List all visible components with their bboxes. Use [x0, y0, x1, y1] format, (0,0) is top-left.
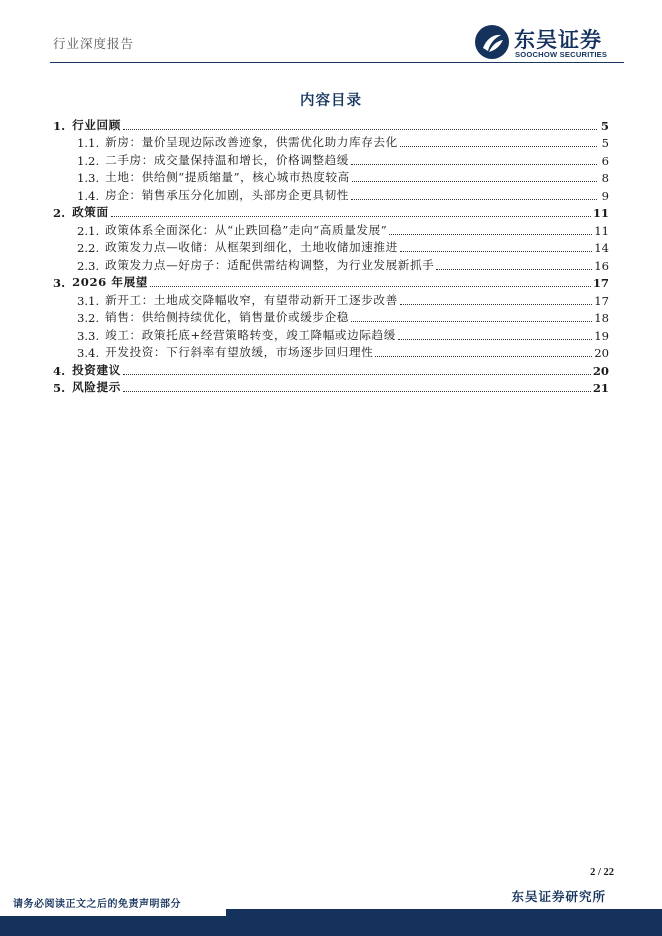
toc-entry-page[interactable]: 14 [594, 241, 609, 255]
table-of-contents [53, 115, 609, 395]
toc-entry-page[interactable]: 17 [594, 293, 609, 308]
toc-entry-number: 1.3. [77, 171, 100, 185]
toc-leader-dots [351, 164, 597, 165]
toc-entry[interactable] [53, 343, 609, 361]
toc-entry-number: 4. [53, 363, 66, 378]
toc-entry[interactable] [53, 378, 609, 396]
disclaimer-notice: 请务必阅读正文之后的免责声明部分 [0, 893, 226, 916]
report-category: 行业深度报告 [53, 36, 135, 51]
toc-leader-dots [111, 216, 591, 217]
soochow-logo-icon [474, 24, 510, 60]
toc-entry-label[interactable]: 开发投资：下行斜率有望放缓，市场逐步回归理性 [105, 345, 374, 359]
toc-entry-number: 3.1. [77, 293, 100, 308]
toc-leader-dots [375, 356, 592, 357]
toc-entry[interactable] [53, 185, 609, 203]
toc-entry[interactable] [53, 203, 609, 221]
page-number: 2 / 22 [590, 867, 614, 878]
toc-entry-label[interactable]: 二手房：成交量保持温和增长，价格调整趋缓 [105, 152, 350, 167]
toc-entry[interactable] [53, 290, 609, 308]
toc-leader-dots [400, 251, 592, 252]
toc-entry-number: 3.3. [77, 328, 100, 343]
toc-entry-number: 5. [53, 381, 66, 395]
toc-entry[interactable] [53, 273, 609, 291]
toc-entry-number: 3.4. [77, 346, 100, 360]
toc-entry-label[interactable]: 销售：供给侧持续优化，销售量价或缓步企稳 [105, 310, 350, 324]
toc-entry-page[interactable]: 8 [601, 171, 609, 185]
toc-leader-dots [398, 339, 592, 340]
toc-entry[interactable] [53, 255, 609, 273]
toc-entry-label[interactable]: 新开工：土地成交降幅收窄，有望带动新开工逐步改善 [105, 292, 398, 307]
toc-leader-dots [400, 146, 597, 147]
brand-logo [474, 24, 624, 60]
toc-leader-dots [351, 199, 597, 200]
toc-entry[interactable] [53, 220, 609, 238]
toc-entry-label[interactable]: 土地：供给侧“提质缩量”，核心城市热度较高 [105, 170, 350, 184]
toc-leader-dots [400, 304, 592, 305]
toc-entry-page[interactable]: 20 [592, 363, 609, 378]
toc-entry-number: 3. [53, 276, 66, 290]
toc-entry[interactable] [53, 325, 609, 343]
toc-entry-page[interactable]: 20 [594, 346, 609, 360]
toc-entry[interactable] [53, 115, 609, 133]
toc-entry-label[interactable]: 行业回顾 [72, 117, 121, 132]
toc-leader-dots [123, 391, 591, 392]
toc-entry[interactable] [53, 168, 609, 186]
toc-entry-label[interactable]: 政策发力点—收储：从框架到细化，土地收储加速推进 [105, 240, 398, 254]
brand-name-en: SOOCHOW SECURITIES [515, 50, 608, 59]
toc-entry-page[interactable]: 17 [592, 276, 609, 290]
toc-leader-dots [123, 129, 597, 130]
toc-entry-number: 2. [53, 206, 66, 220]
toc-entry-page[interactable]: 5 [600, 118, 609, 133]
toc-entry-number: 1.1. [77, 136, 100, 150]
toc-entry-page[interactable]: 16 [594, 258, 609, 273]
header-divider [50, 62, 624, 63]
toc-leader-dots [389, 234, 592, 235]
toc-entry-number: 1.2. [77, 153, 100, 168]
toc-entry-label[interactable]: 2026 年展望 [72, 275, 148, 289]
brand-name-cn: 东吴证券 [514, 28, 602, 52]
toc-entry-number: 2.2. [77, 241, 100, 255]
toc-leader-dots [150, 286, 591, 287]
toc-entry-number: 1.4. [77, 188, 100, 203]
toc-entry[interactable] [53, 133, 609, 151]
toc-entry-page[interactable]: 6 [601, 153, 609, 168]
toc-entry-page[interactable]: 11 [592, 206, 609, 220]
footer-organization: 东吴证券研究所 [511, 889, 606, 904]
toc-entry-label[interactable]: 政策发力点—好房子：适配供需结构调整，为行业发展新抓手 [105, 257, 435, 272]
toc-entry-label[interactable]: 新房：量价呈现边际改善迹象，供需优化助力库存去化 [105, 135, 398, 149]
toc-entry[interactable] [53, 150, 609, 168]
toc-leader-dots [351, 321, 592, 322]
toc-entry-label[interactable]: 竣工：政策托底+经营策略转变，竣工降幅或边际趋缓 [105, 327, 396, 342]
toc-entry-number: 2.3. [77, 258, 100, 273]
toc-entry-page[interactable]: 9 [601, 188, 609, 203]
toc-entry[interactable] [53, 308, 609, 326]
toc-leader-dots [123, 374, 591, 375]
toc-entry-label[interactable]: 风险提示 [72, 380, 121, 394]
toc-leader-dots [436, 269, 592, 270]
toc-entry-number: 3.2. [77, 311, 100, 325]
toc-entry-page[interactable]: 5 [601, 136, 609, 150]
toc-entry-page[interactable]: 18 [594, 311, 609, 325]
toc-entry-label[interactable]: 房企：销售承压分化加剧，头部房企更具韧性 [105, 187, 350, 202]
toc-entry[interactable] [53, 360, 609, 378]
toc-entry-number: 2.1. [77, 223, 100, 238]
toc-entry-number: 1. [53, 118, 66, 133]
toc-title: 内容目录 [300, 93, 362, 109]
toc-entry-label[interactable]: 政策体系全面深化：从“止跌回稳”走向“高质量发展” [105, 222, 388, 237]
toc-entry-page[interactable]: 11 [594, 223, 609, 238]
toc-entry[interactable] [53, 238, 609, 256]
toc-leader-dots [352, 181, 597, 182]
toc-entry-label[interactable]: 投资建议 [72, 362, 121, 377]
toc-entry-label[interactable]: 政策面 [72, 205, 109, 219]
toc-entry-page[interactable]: 19 [594, 328, 609, 343]
toc-entry-page[interactable]: 21 [592, 381, 609, 395]
